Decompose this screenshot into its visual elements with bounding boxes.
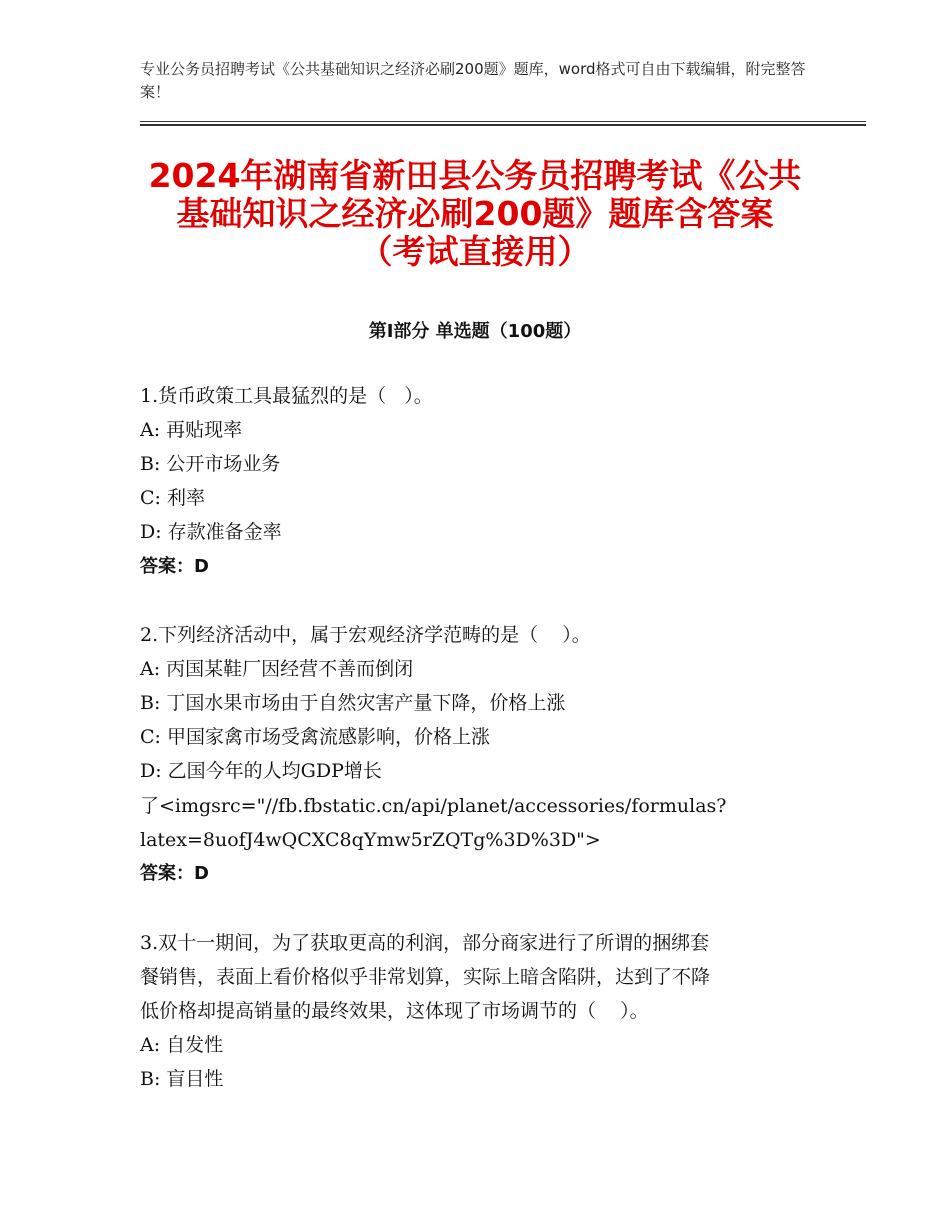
title-line-3: （考试直接用） [359, 232, 591, 271]
question-2-option-c: C: 甲国家禽市场受禽流感影响，价格上涨 [140, 726, 490, 748]
title-line-1: 2024年湖南省新田县公务员招聘考试《公共 [148, 156, 802, 195]
question-3-stem-line-2: 餐销售，表面上看价格似乎非常划算，实际上暗含陷阱，达到了不降 [140, 966, 711, 988]
question-2-option-a: A: 丙国某鞋厂因经营不善而倒闭 [140, 658, 414, 680]
question-1-option-a: A: 再贴现率 [140, 419, 243, 441]
question-1-option-b: B: 公开市场业务 [140, 453, 281, 475]
question-2-option-d: D: 乙国今年的人均GDP增长 [140, 760, 382, 782]
question-3-stem-line-1: 3.双十一期间，为了获取更高的利润，部分商家进行了所谓的捆绑套 [140, 932, 710, 954]
header-divider-thick [140, 124, 866, 126]
question-3-option-a: A: 自发性 [140, 1034, 224, 1056]
question-3-stem-line-3: 低价格却提高销量的最终效果，这体现了市场调节的（ ）。 [140, 1000, 649, 1022]
document-title [120, 157, 830, 271]
question-1-option-c: C: 利率 [140, 487, 205, 509]
question-2-option-b: B: 丁国水果市场由于自然灾害产量下降，价格上涨 [140, 692, 566, 714]
question-2-extra-line-2: latex=8uofJ4wQCXC8qYmw5rZQTg%3D%3D"> [140, 829, 601, 851]
question-1-answer: 答案：D [140, 556, 209, 577]
section-heading: 第Ⅰ部分 单选题（100题） [368, 321, 582, 342]
header-divider [140, 121, 866, 122]
question-1-stem: 1.货币政策工具最猛烈的是（ ）。 [140, 385, 433, 407]
question-3-option-b: B: 盲目性 [140, 1068, 224, 1090]
header-note: 专业公务员招聘考试《公共基础知识之经济必刷200题》题库，word格式可自由下载编辑，附完整答案！ [140, 60, 806, 101]
title-line-2: 基础知识之经济必刷200题》题库含答案 [176, 194, 774, 233]
question-1-option-d: D: 存款准备金率 [140, 521, 282, 543]
question-2-extra-line-1: 了<imgsrc="//fb.fbstatic.cn/api/planet/accessories/formulas? [140, 795, 727, 817]
question-2-answer: 答案：D [140, 863, 209, 884]
question-2-stem: 2.下列经济活动中，属于宏观经济学范畴的是（ ）。 [140, 624, 591, 646]
